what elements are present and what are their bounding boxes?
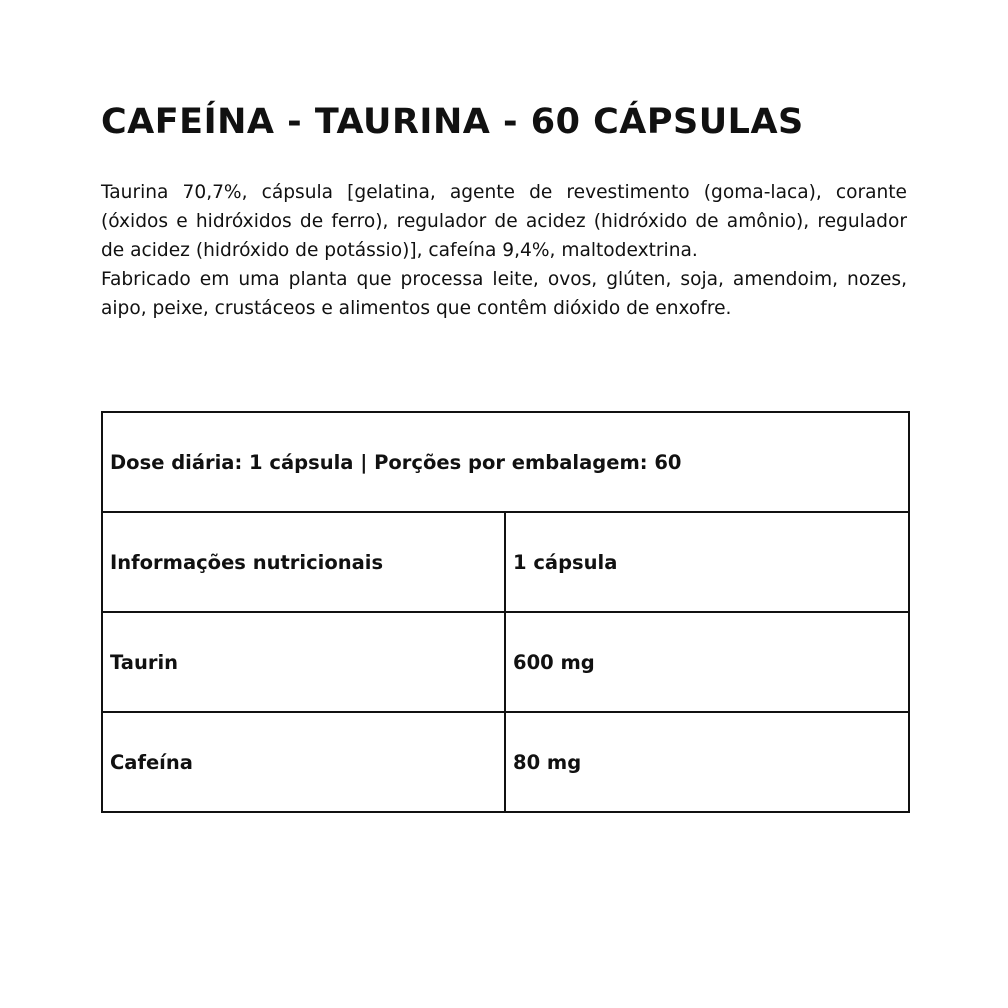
page-title: CAFEÍNA - TAURINA - 60 CÁPSULAS — [101, 102, 804, 142]
serving-row — [102, 412, 909, 512]
table-header-row — [102, 512, 909, 612]
table-row — [102, 612, 909, 712]
serving-info: Dose diária: 1 cápsula | Porções por embalagem: 60 — [102, 412, 909, 512]
table-row — [102, 712, 909, 812]
nutrient-value: 80 mg — [505, 712, 909, 812]
header-label: Informações nutricionais — [102, 512, 505, 612]
header-value: 1 cápsula — [505, 512, 909, 612]
composition-paragraph: Taurina 70,7%, cápsula [gelatina, agente de revestimento (goma-laca), corante (óxidos e hidróxidos de ferro), regulador de acidez (hidróxido de amônio), regulador de acidez (hidróxido de potássio)], cafeína 9,4%, maltodextrina. — [101, 182, 907, 261]
nutrient-value: 600 mg — [505, 612, 909, 712]
allergen-notice: Fabricado em uma planta que processa leite, ovos, glúten, soja, amendoim, nozes, aipo, peixe, crustáceos e alimentos que contêm dióxido de enxofre. — [101, 269, 907, 319]
nutrition-table — [101, 411, 910, 813]
nutrient-label: Cafeína — [102, 712, 505, 812]
nutrient-label: Taurin — [102, 612, 505, 712]
ingredients-text — [101, 178, 907, 323]
